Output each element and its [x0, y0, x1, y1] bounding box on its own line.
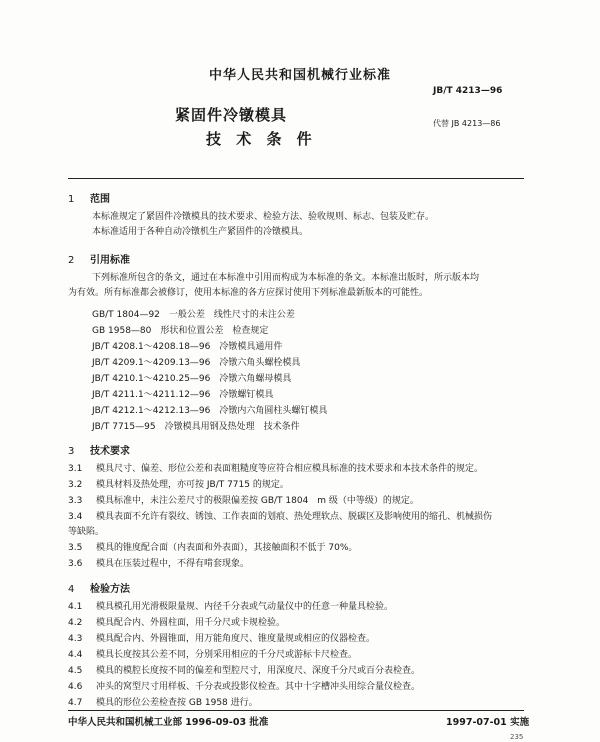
reference-item: JB/T 4208.1～4208.18—96 冷镦模具通用件 [92, 342, 283, 352]
clause-4-6: 4.6 冲头的窝型尺寸用样板、千分表或投影仪检查。其中十字槽冲头用综合量仪检查。 [68, 682, 421, 692]
reference-item: GB/T 1804—92 一般公差 线性尺寸的未注公差 [92, 310, 295, 320]
approval-line: 中华人民共和国机械工业部 1996-09-03 批准 [68, 717, 269, 728]
reference-item: JB/T 4209.1～4209.13—96 冷镦六角头螺栓模具 [92, 358, 301, 368]
replaces-standard: 代替 JB 4213—86 [433, 119, 501, 128]
header-divider [68, 178, 524, 179]
document-subtitle: 技 术 条 件 [206, 130, 317, 148]
clause-4-5: 4.5 模具的模腔长度按不同的偏差和型腔尺寸，用深度尺、深度千分尺或百分表检查。 [68, 666, 421, 676]
section-3-heading: 3 技术要求 [68, 446, 130, 457]
clause-3-6: 3.6 模具在压装过程中，不得有啃套现象。 [68, 559, 250, 569]
reference-item: JB/T 7715—95 冷镦模具用钢及热处理 技术条件 [92, 422, 300, 432]
clause-3-1: 3.1 模具尺寸、偏差、形位公差和表面粗糙度等应符合相应模具标准的技术要求和本技术条件的规定。 [68, 464, 484, 474]
standard-code: JB/T 4213—96 [433, 86, 503, 96]
reference-item: JB/T 4212.1～4212.13—96 冷镦内六角圆柱头螺钉模具 [92, 406, 328, 416]
clause-3-4-continued: 等缺陷。 [68, 527, 105, 537]
section-4-heading: 4 检验方法 [68, 584, 130, 595]
clause-4-7: 4.7 模具的形位公差检查按 GB 1958 进行。 [68, 698, 258, 708]
clause-4-3: 4.3 模具配合内、外圆锥面，用万能角度尺、锥度量规或相应的仪器检查。 [68, 634, 376, 644]
clause-3-2: 3.2 模具材料及热处理，亦可按 JB/T 7715 的规定。 [68, 480, 289, 490]
clause-4-1: 4.1 模具模孔用光滑极限量规、内径千分表或气动量仪中的任意一种量具检验。 [68, 602, 394, 612]
clause-3-4: 3.4 模具表面不允许有裂纹、锈蚀、工作表面的划痕、热处理软点、脱碳区及影响使用的缩孔、机械损伤 [68, 512, 493, 522]
effective-date: 1997-07-01 实施 [446, 717, 530, 728]
footer-divider [68, 710, 524, 711]
reference-item: GB 1958—80 形状和位置公差 检查规定 [92, 326, 269, 336]
reference-item: JB/T 4211.1～4211.12—96 冷镦螺钉模具 [92, 390, 274, 400]
section-1-heading: 1 范围 [68, 194, 110, 205]
reference-item: JB/T 4210.1～4210.25—96 冷镦六角螺母模具 [92, 374, 292, 384]
clause-3-3: 3.3 模具标准中，未注公差尺寸的极限偏差按 GB/T 1804 m 级（中等级）的规定。 [68, 496, 419, 506]
section-2-heading: 2 引用标准 [68, 255, 130, 266]
section-1-para-1: 本标准规定了紧固件冷镦模具的技术要求、检验方法、验收规则、标志、包装及贮存。 [92, 212, 435, 222]
org-title: 中华人民共和国机械行业标准 [208, 68, 391, 83]
section-1-para-2: 本标准适用于各种自动冷镦机生产紧固件的冷镦模具。 [92, 227, 309, 237]
page-number: 235 [510, 733, 524, 741]
clause-4-2: 4.2 模具配合内、外圆柱面，用千分尺或卡规检验。 [68, 618, 286, 628]
section-2-intro-line-2: 为有效。所有标准都会被修订，使用本标准的各方应探讨使用下列标准最新版本的可能性。 [68, 288, 429, 298]
clause-3-5: 3.5 模具的锥度配合面（内表面和外表面），其接触面积不低于 70%。 [68, 543, 358, 553]
section-2-intro-line-1: 下列标准所包含的条文，通过在本标准中引用而构成为本标准的条文。本标准出版时，所示版本均 [92, 273, 480, 283]
document-title: 紧固件冷镦模具 [175, 106, 288, 124]
clause-4-4: 4.4 模具长度按其公差不同，分别采用相应的千分尺或游标卡尺检查。 [68, 650, 358, 660]
